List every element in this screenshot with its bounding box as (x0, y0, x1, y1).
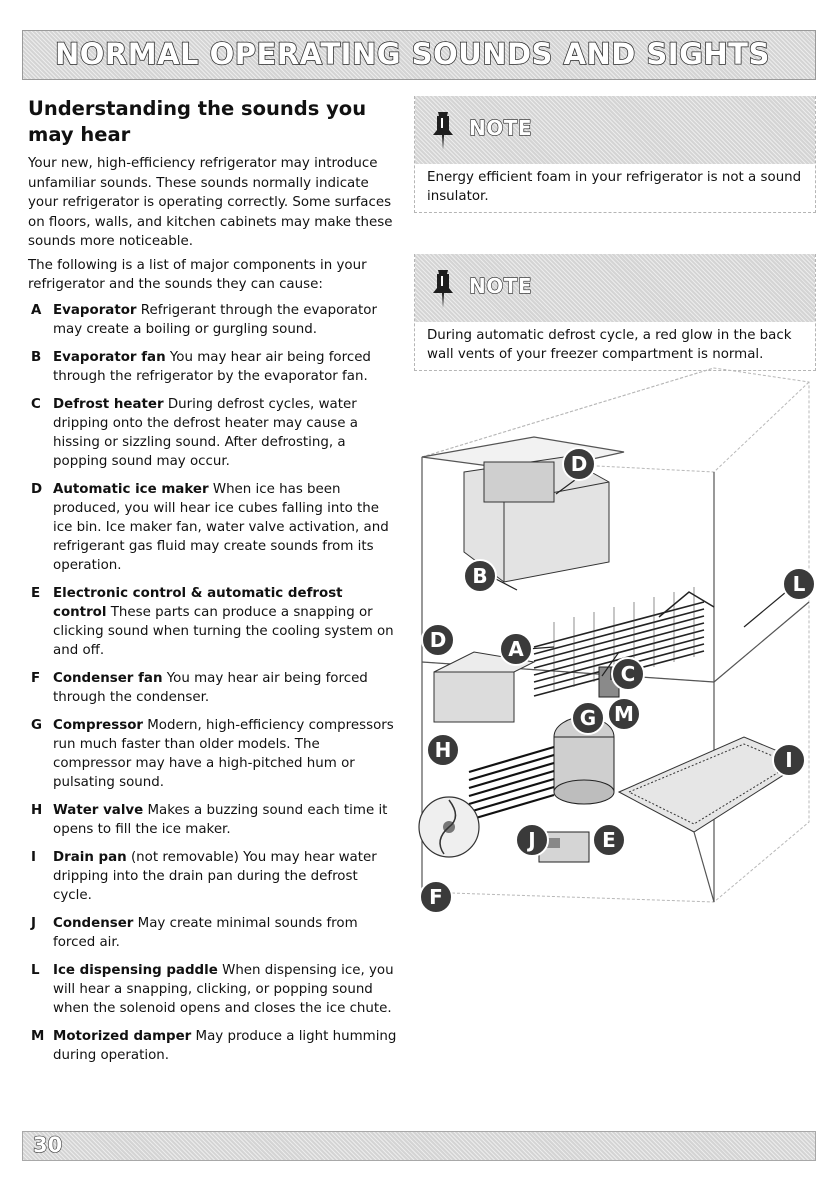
component-description: Modern, high-efficiency compressors run much faster than older models. The compressor may have a high-pitched hum or pulsating sound. (53, 717, 394, 790)
page-title-bar (22, 30, 816, 80)
component-item (28, 584, 400, 660)
component-item (28, 801, 400, 839)
callout-i (773, 744, 805, 776)
page-footer-bar (22, 1131, 816, 1161)
callout-b (464, 560, 496, 592)
component-item (28, 848, 400, 905)
component-name: Drain pan (53, 849, 127, 865)
component-description: These parts can produce a snapping or clicking sound when turning the cooling system on and off. (53, 604, 394, 658)
sounds-section (28, 96, 400, 1074)
intro-paragraph: Your new, high-efficiency refrigerator may introduce unfamiliar sounds. These sounds normally indicate your refrigerator is operating correctly. Some surfaces on floors, walls, and kitchen cabinets may make these sounds more noticeable. (28, 156, 393, 249)
component-description: When ice has been produced, you will hear ice cubes falling into the ice bin. Ice maker fan, water valve activation, and refrigerant gas fluid may create sounds from its operation. (53, 481, 389, 573)
component-name: Electronic control & automatic defrost control (53, 585, 343, 620)
note-header (415, 96, 815, 164)
component-description: During defrost cycles, water dripping onto the defrost heater may cause a hissing or sizzling sound. After defrosting, a popping sound may occur. (53, 396, 358, 469)
callout-letter: A (508, 637, 524, 661)
callout-letter: F (429, 885, 443, 909)
component-letter: A (31, 302, 42, 318)
page-number: 30 (33, 1133, 63, 1157)
callout-e (593, 824, 625, 856)
component-name: Defrost heater (53, 396, 164, 412)
callout-letter: M (614, 702, 634, 726)
callout-l (783, 568, 815, 600)
component-name: Condenser fan (53, 670, 163, 686)
component-item (28, 716, 400, 792)
callout-letter: I (785, 748, 793, 772)
component-item (28, 1027, 400, 1065)
component-letter: I (31, 849, 36, 865)
note-header (415, 254, 815, 322)
component-name: Compressor (53, 717, 143, 733)
component-letter: D (31, 481, 43, 497)
note-box-defrost (414, 254, 816, 371)
component-name: Automatic ice maker (53, 481, 209, 497)
component-item (28, 480, 400, 575)
callout-f (420, 881, 452, 912)
callout-m (608, 698, 640, 730)
component-name: Evaporator (53, 302, 137, 318)
pushpin-icon (429, 268, 457, 310)
callout-letter: L (792, 572, 806, 596)
callout-letter: E (602, 828, 616, 852)
component-letter: B (31, 349, 42, 365)
component-item (28, 301, 400, 339)
component-item (28, 395, 400, 471)
component-item (28, 669, 400, 707)
callout-d (422, 624, 454, 656)
section-heading: Understanding the sounds you may hear (28, 97, 367, 146)
component-letter: L (31, 962, 40, 978)
diagram-callouts (414, 362, 816, 912)
callout-letter: D (429, 628, 447, 652)
component-name: Ice dispensing paddle (53, 962, 218, 978)
component-item (28, 348, 400, 386)
callout-j (516, 824, 548, 856)
callout-letter: D (570, 452, 588, 476)
component-description: You may hear air being forced through the refrigerator by the evaporator fan. (53, 349, 371, 384)
callout-letter: G (579, 706, 597, 730)
component-letter: M (31, 1028, 45, 1044)
callout-d (563, 448, 595, 480)
callout-letter: J (528, 828, 536, 852)
component-name: Evaporator fan (53, 349, 166, 365)
component-letter: G (31, 717, 42, 733)
note-text: Energy efficient foam in your refrigerator is not a sound insulator. (415, 164, 815, 212)
component-letter: J (31, 915, 36, 931)
component-description: You may hear air being forced through the condenser. (53, 670, 368, 705)
component-list (28, 301, 400, 1065)
callout-c (612, 658, 644, 690)
callout-a (500, 633, 532, 665)
callout-h (427, 734, 459, 766)
component-letter: H (31, 802, 43, 818)
component-description: Refrigerant through the evaporator may create a boiling or gurgling sound. (53, 302, 377, 337)
component-description: When dispensing ice, you will hear a snapping, clicking, or popping sound when the solenoid opens and closes the ice chute. (53, 962, 394, 1016)
callout-letter: B (472, 564, 488, 588)
component-item (28, 914, 400, 952)
note-text: During automatic defrost cycle, a red glow in the back wall vents of your freezer compartment is normal. (415, 322, 815, 370)
page-title: NORMAL OPERATING SOUNDS AND SIGHTS (55, 37, 770, 71)
component-name: Condenser (53, 915, 134, 931)
component-letter: F (31, 670, 41, 686)
component-name: Water valve (53, 802, 144, 818)
callout-letter: C (620, 662, 636, 686)
component-description: May create minimal sounds from forced air. (53, 915, 358, 950)
component-description: May produce a light humming during operation. (53, 1028, 397, 1063)
component-letter: E (31, 585, 41, 601)
pushpin-icon (429, 110, 457, 152)
component-item (28, 961, 400, 1018)
note-label: NOTE (469, 116, 533, 140)
callout-g (572, 702, 604, 734)
component-letter: C (31, 396, 41, 412)
list-intro-paragraph: The following is a list of major components in your refrigerator and the sounds they can cause: (28, 257, 367, 292)
component-description: (not removable) You may hear water dripping into the drain pan during the defrost cycle. (53, 849, 377, 903)
callout-letter: H (434, 738, 452, 762)
component-description: Makes a buzzing sound each time it opens to fill the ice maker. (53, 802, 388, 837)
note-label: NOTE (469, 274, 533, 298)
note-box-foam (414, 96, 816, 213)
component-name: Motorized damper (53, 1028, 192, 1044)
